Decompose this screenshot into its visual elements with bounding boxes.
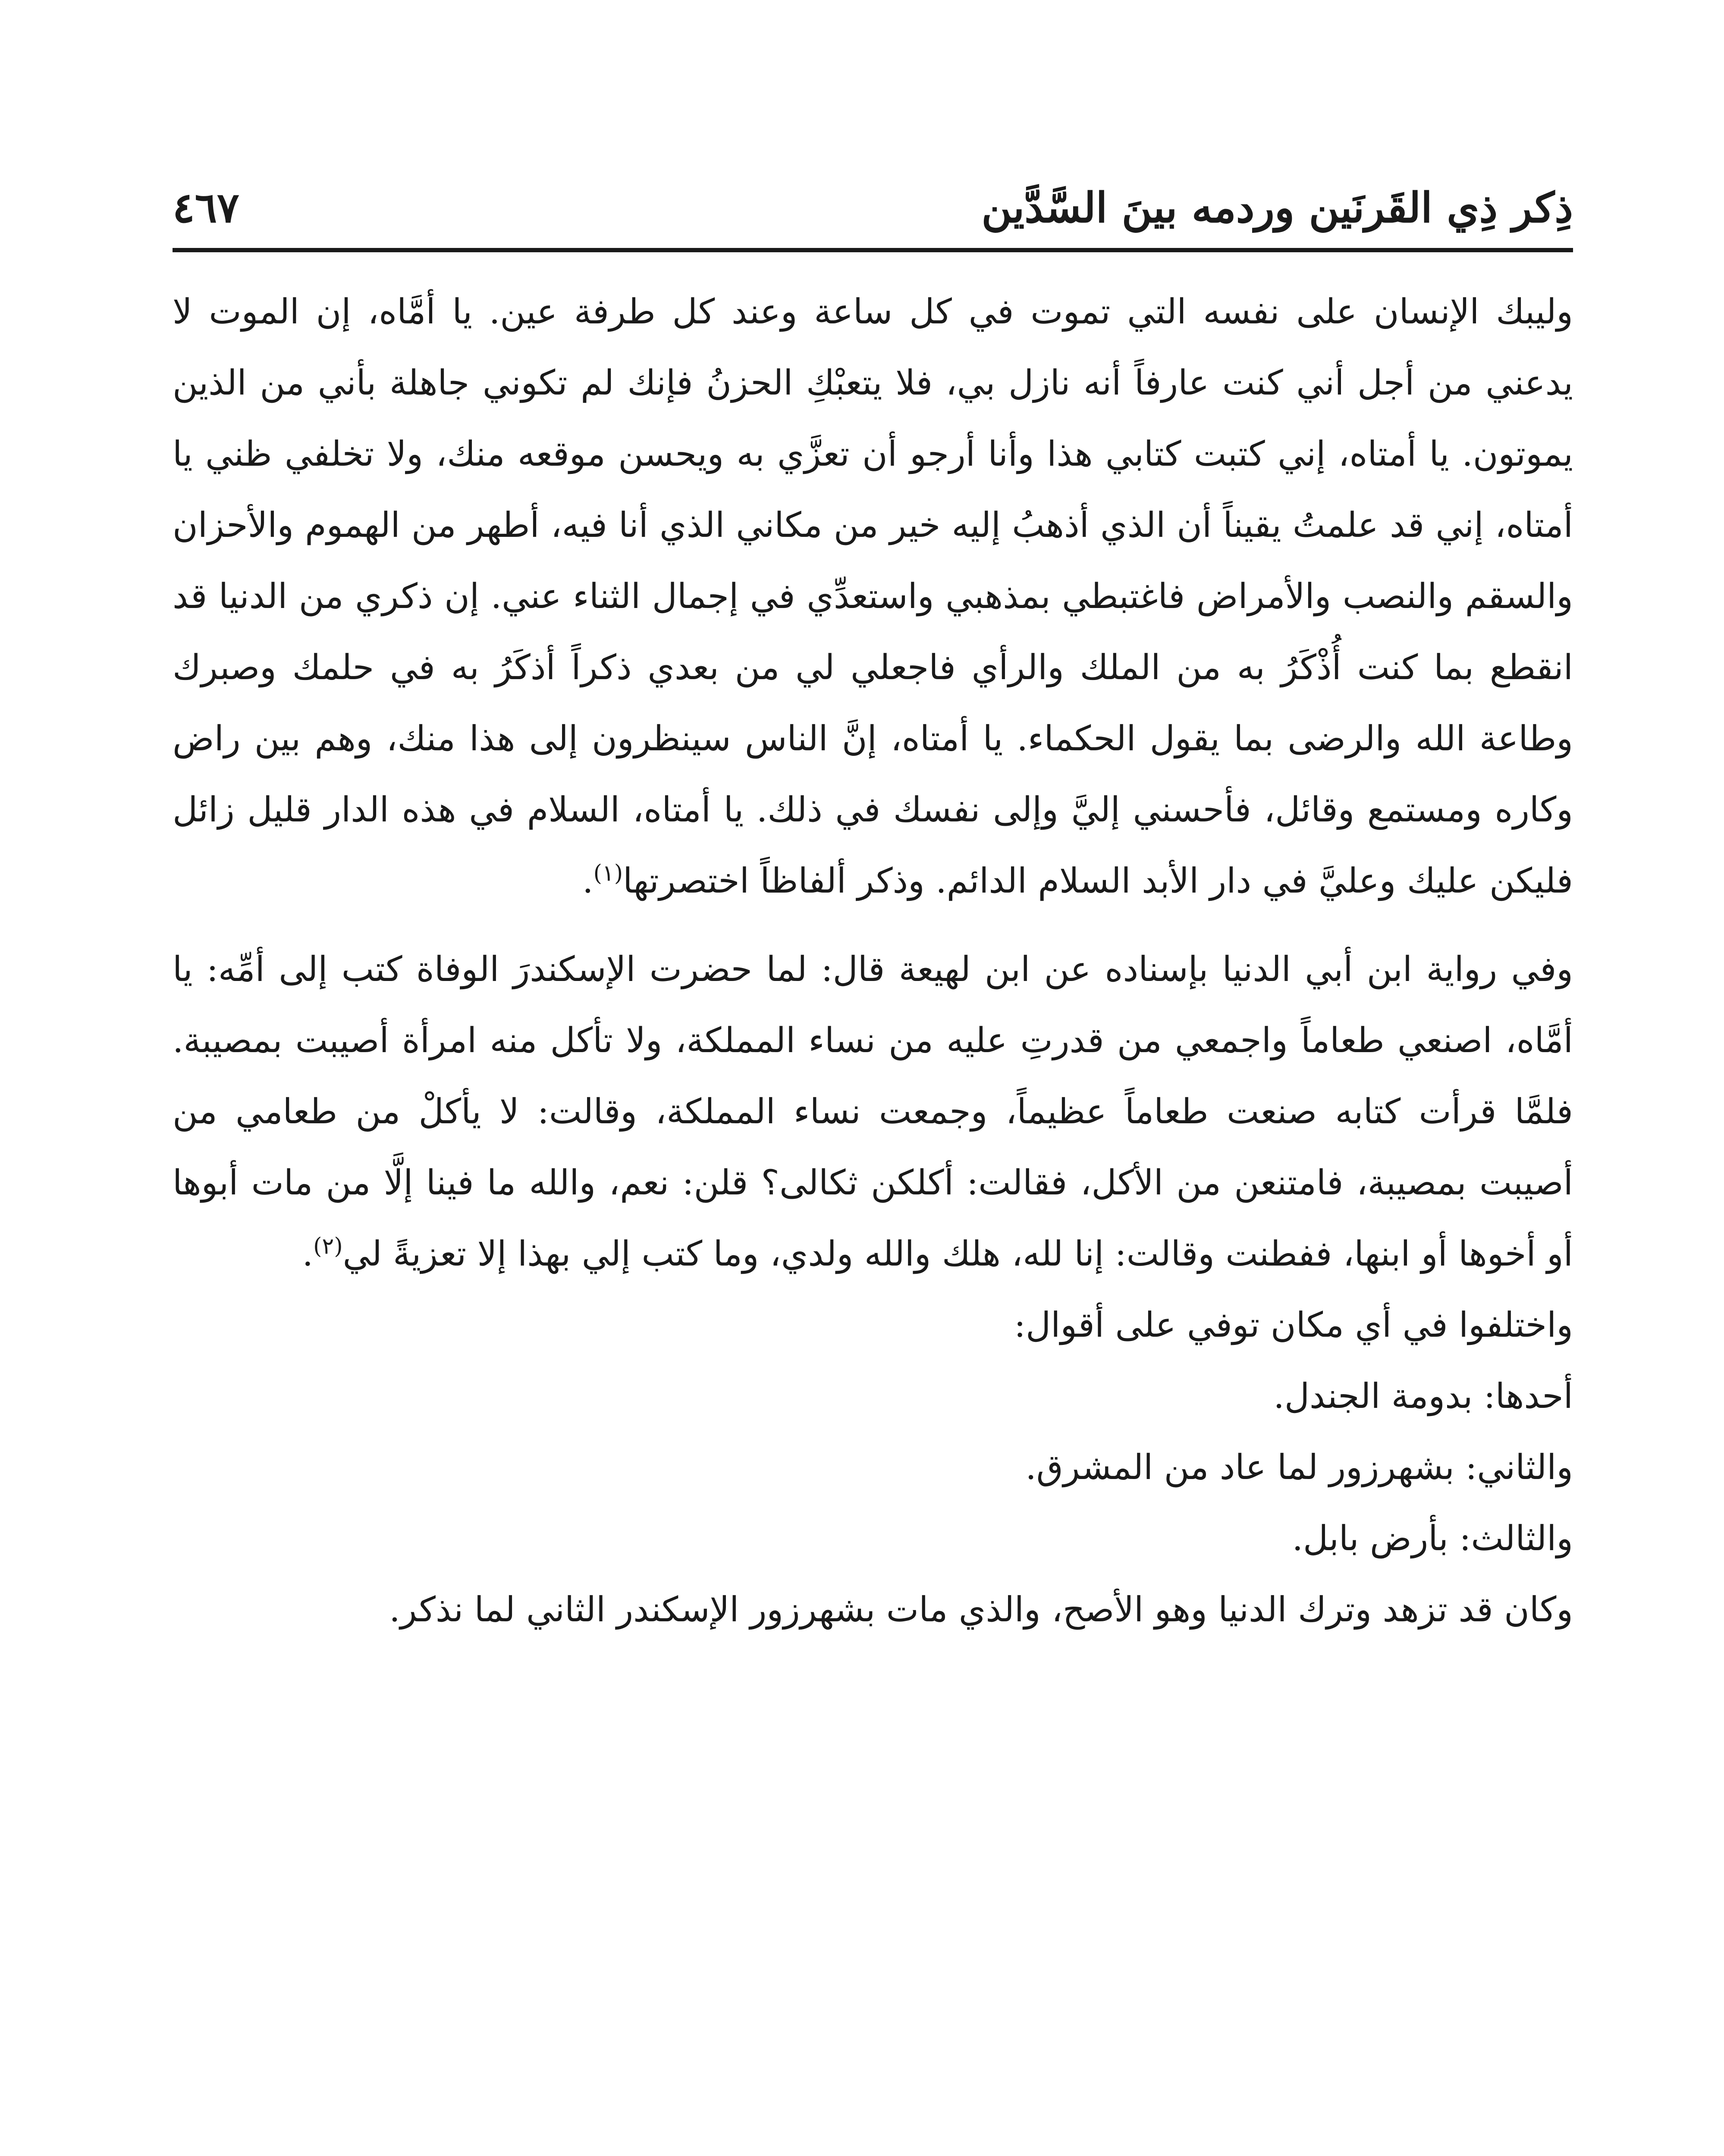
paragraph-text: وليبك الإنسان على نفسه التي تموت في كل ساعة وعند كل طرفة عين. يا أمَّاه، إن الموت لا يدعني من أجل أني كنت عارفاً أنه نازل بي، فلا يتعبْكِ الحزنُ فإنك لم تكوني جاهلة بأني من الذين يموتون. يا أمتاه، إني كتبت كتابي هذا وأنا أرجو أن تعزَّي به ويحسن موقعه منك، ولا تخلفي ظني يا أمتاه، إني قد علمتُ يقيناً أن الذي أذهبُ إليه خير من مكاني الذي أنا فيه، أطهر من الهموم والأحزان والسقم والنصب والأمراض فاغتبطي بمذهبي واستعدِّي في إجمال الثناء عني. إن ذكري من الدنيا قد انقطع بما كنت أُذْكَرُ به من الملك والرأي فاجعلي لي من بعدي ذكراً أذكَرُ به في حلمك وصبرك وطاعة الله والرضى بما يقول الحكماء. يا أمتاه، إنَّ الناس سينظرون إلى هذا منك، وهم بين راض وكاره ومستمع وقائل، فأحسني إليَّ وإلى نفسك في ذلك. يا أمتاه، السلام في هذه الدار قليل زائل فليكن عليك وعليَّ في دار الأبد السلام الدائم. وذكر ألفاظاً اختصرتها — [173, 291, 1573, 901]
paragraph-end: . — [302, 1234, 314, 1274]
paragraph-thalith: والثالث: بأرض بابل. — [1292, 1518, 1573, 1558]
body-text — [173, 276, 1573, 1645]
paragraph-closing: وكان قد تزهد وترك الدنيا وهو الأصح، والذي مات بشهرزور الإسكندر الثاني لما نذكر. — [389, 1589, 1573, 1630]
paragraph-end: . — [582, 861, 594, 901]
paragraph-letter — [173, 276, 1573, 916]
page-header — [173, 155, 1573, 232]
header-rule — [173, 248, 1573, 252]
paragraph-thani: والثاني: بشهرزور لما عاد من المشرق. — [1025, 1447, 1573, 1487]
page-number: ٤٦٧ — [173, 183, 239, 232]
paragraph-ahaduha: أحدها: بدومة الجندل. — [1273, 1376, 1573, 1416]
running-title: ذِكر ذِي القَرنَين وردمه بينَ السَّدَّين — [981, 183, 1573, 232]
paragraph-ikhtalafu: واختلفوا في أي مكان توفي على أقوال: — [1014, 1305, 1573, 1345]
paragraph-text: وفي رواية ابن أبي الدنيا بإسناده عن ابن لهيعة قال: لما حضرت الإسكندرَ الوفاة كتب إلى أمِّه: يا أمَّاه، اصنعي طعاماً واجمعي من قدرتِ عليه من نساء المملكة، ولا تأكل منه امرأة أصيبت بمصيبة. فلمَّا قرأت كتابه صنعت طعاماً عظيماً، وجمعت نساء المملكة، وقالت: لا يأكلْ من طعامي من أصيبت بمصيبة، فامتنعن من الأكل، فقالت: أكلكن ثكالى؟ قلن: نعم، والله ما فينا إلَّا من مات أبوها أو أخوها أو ابنها، ففطنت وقالت: إنا لله، هلك والله ولدي، وما كتب إلي بهذا إلا تعزيةً لي — [173, 949, 1573, 1274]
footnote-mark: (٢) — [313, 1233, 343, 1260]
footnote-mark: (١) — [593, 860, 623, 887]
paragraph-riwaya — [173, 934, 1573, 1289]
